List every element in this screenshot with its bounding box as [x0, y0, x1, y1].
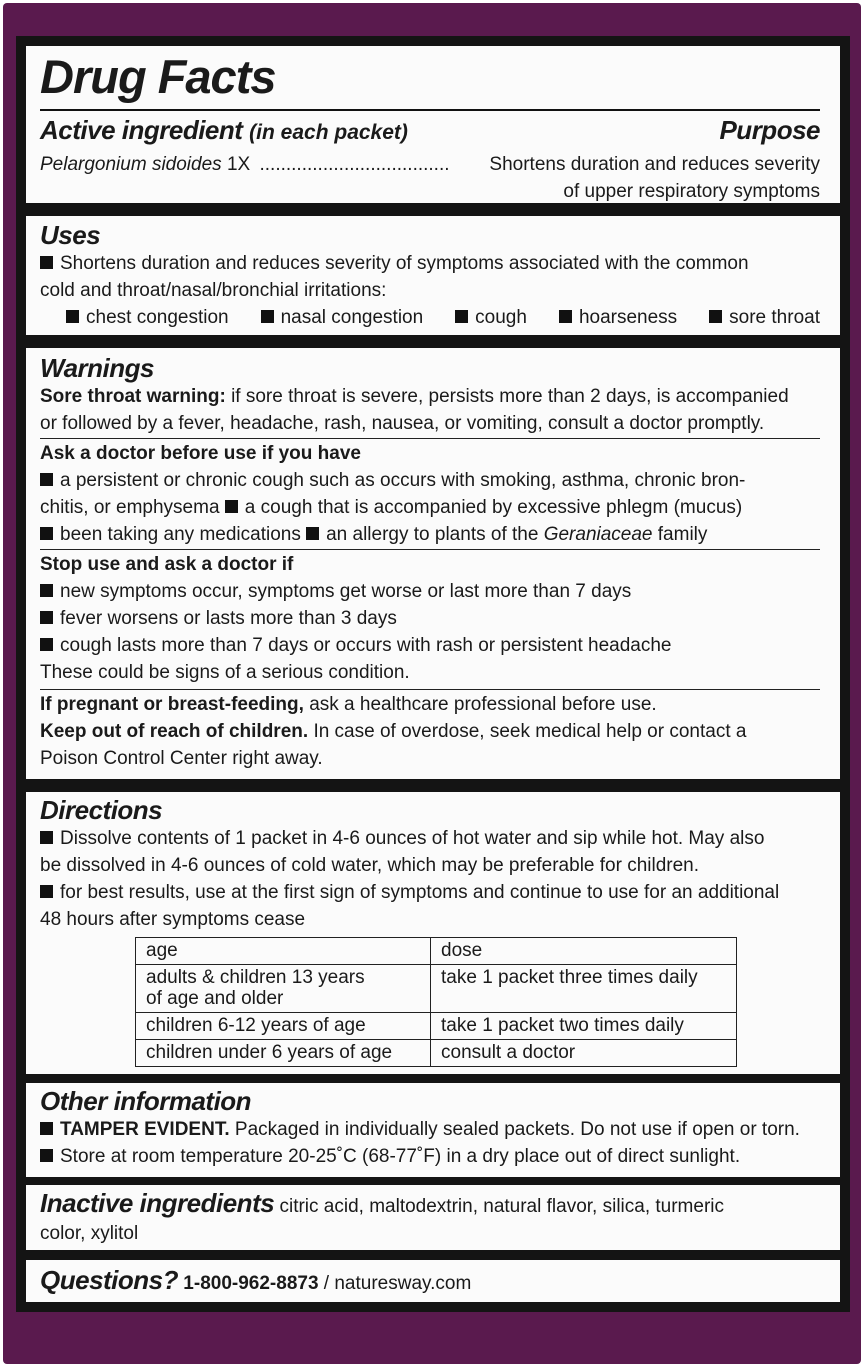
bullet-icon	[306, 527, 319, 540]
warnings-heading: Warnings	[40, 353, 154, 383]
uses-text: Shortens duration and reduces severity of symptoms associated with the common	[40, 250, 820, 277]
ask-doctor-heading: Ask a doctor before use if you have	[40, 443, 361, 464]
bullet-icon	[66, 310, 79, 323]
other-information-section	[26, 1083, 840, 1177]
bullet-icon	[225, 500, 238, 513]
children-warning: Keep out of reach of children. In case of overdose, seek medical help or contact a	[40, 721, 747, 742]
symptom-list	[40, 304, 820, 331]
inactive-ingredients-section	[26, 1185, 840, 1250]
ingredient-name: Pelargonium sidoides	[40, 154, 222, 175]
symptom-item: chest congestion	[66, 304, 229, 331]
uses-text-2: cold and throat/nasal/bronchial irritations:	[40, 280, 387, 301]
uses-heading: Uses	[40, 220, 101, 250]
table-header-row	[136, 938, 737, 965]
directions-text-4: 48 hours after symptoms cease	[40, 909, 306, 930]
table-cell-dose: consult a doctor	[431, 1040, 737, 1067]
table-cell-age: children under 6 years of age	[136, 1040, 431, 1067]
tamper-evident-text: TAMPER EVIDENT. Packaged in individually sealed packets. Do not use if open or torn.	[40, 1116, 820, 1143]
bullet-icon	[40, 831, 53, 844]
directions-text-2: be dissolved in 4-6 ounces of cold water, which may be preferable for children.	[40, 855, 700, 876]
bullet-icon	[40, 1122, 53, 1135]
storage-text: Store at room temperature 20-25˚C (68-77˚F) in a dry place out of direct sunlight.	[40, 1143, 820, 1170]
inactive-ingredients-text-2: color, xylitol	[40, 1223, 139, 1244]
stop-use-note: These could be signs of a serious condition.	[40, 662, 410, 683]
bullet-icon	[40, 885, 53, 898]
pregnancy-warning: If pregnant or breast-feeding, ask a healthcare professional before use.	[40, 694, 657, 715]
drug-facts-title: Drug Facts	[40, 50, 276, 103]
symptom-item: hoarseness	[559, 304, 677, 331]
table-header-age: age	[136, 938, 431, 965]
bullet-icon	[559, 310, 572, 323]
bullet-icon	[40, 611, 53, 624]
phone-number[interactable]: 1-800-962-8873	[183, 1273, 319, 1294]
active-ingredient-section	[26, 46, 840, 203]
symptom-item: nasal congestion	[261, 304, 424, 331]
table-row	[136, 1013, 737, 1040]
drug-facts-panel	[16, 36, 850, 1312]
symptom-item: cough	[455, 304, 527, 331]
website-link[interactable]: naturesway.com	[334, 1273, 472, 1294]
bullet-icon	[40, 584, 53, 597]
other-information-heading: Other information	[40, 1086, 252, 1116]
directions-text-3: for best results, use at the first sign of symptoms and continue to use for an additional	[40, 879, 820, 906]
table-cell-dose: take 1 packet three times daily	[431, 965, 737, 1013]
active-ingredient-row	[40, 151, 820, 178]
questions-heading: Questions?	[40, 1265, 179, 1295]
table-cell-dose: take 1 packet two times daily	[431, 1013, 737, 1040]
stop-use-item: cough lasts more than 7 days or occurs with rash or persistent headache	[40, 632, 820, 659]
table-header-dose: dose	[431, 938, 737, 965]
directions-section	[26, 792, 840, 1074]
divider	[40, 549, 820, 550]
bullet-icon	[455, 310, 468, 323]
bullet-icon	[40, 1149, 53, 1162]
active-ingredient-heading: Active ingredient (in each packet)	[40, 115, 408, 145]
separator: /	[323, 1273, 330, 1294]
bullet-icon	[709, 310, 722, 323]
bullet-icon	[40, 638, 53, 651]
table-row	[136, 965, 737, 1013]
bullet-icon	[261, 310, 274, 323]
purpose-text: Shortens duration and reduces severity	[489, 154, 820, 175]
table-cell-age: children 6-12 years of age	[136, 1013, 431, 1040]
symptom-item: sore throat	[709, 304, 820, 331]
ingredient-strength: 1X	[226, 154, 251, 175]
stop-use-item: new symptoms occur, symptoms get worse or last more than 7 days	[40, 578, 820, 605]
purpose-heading: Purpose	[719, 115, 820, 145]
children-warning-2: Poison Control Center right away.	[40, 748, 323, 769]
table-cell-age: adults & children 13 years of age and older	[136, 965, 431, 1013]
bullet-icon	[40, 256, 53, 269]
sore-throat-warning: Sore throat warning: if sore throat is severe, persists more than 2 days, is accompanied	[40, 386, 789, 407]
divider	[40, 689, 820, 690]
ask-doctor-item: a persistent or chronic cough such as occurs with smoking, asthma, chronic bron-	[40, 467, 820, 494]
questions-section	[26, 1260, 840, 1302]
divider	[40, 438, 820, 439]
directions-heading: Directions	[40, 795, 163, 825]
ask-doctor-item: been taking any medications an allergy to plants of the Geraniaceae family	[40, 521, 820, 548]
bullet-icon	[40, 527, 53, 540]
bullet-icon	[40, 473, 53, 486]
uses-section	[26, 216, 840, 335]
stop-use-item: fever worsens or lasts more than 3 days	[40, 605, 820, 632]
stop-use-heading: Stop use and ask a doctor if	[40, 554, 294, 575]
questions-line	[40, 1265, 820, 1297]
dosage-table	[135, 937, 737, 1067]
warnings-section	[26, 348, 840, 779]
inactive-ingredients-text: Inactive ingredients citric acid, maltodextrin, natural flavor, silica, turmeric	[40, 1188, 725, 1218]
ask-doctor-item: chitis, or emphysema a cough that is accompanied by excessive phlegm (mucus)	[40, 497, 743, 518]
divider	[40, 109, 820, 111]
leader-dots: ....................................	[259, 154, 450, 175]
table-row	[136, 1040, 737, 1067]
directions-text: Dissolve contents of 1 packet in 4-6 ounces of hot water and sip while hot. May also	[40, 825, 820, 852]
sore-throat-warning-2: or followed by a fever, headache, rash, nausea, or vomiting, consult a doctor promptly.	[40, 413, 765, 434]
purpose-text-2: of upper respiratory symptoms	[563, 181, 820, 202]
inactive-ingredients-heading: Inactive ingredients	[40, 1188, 275, 1218]
